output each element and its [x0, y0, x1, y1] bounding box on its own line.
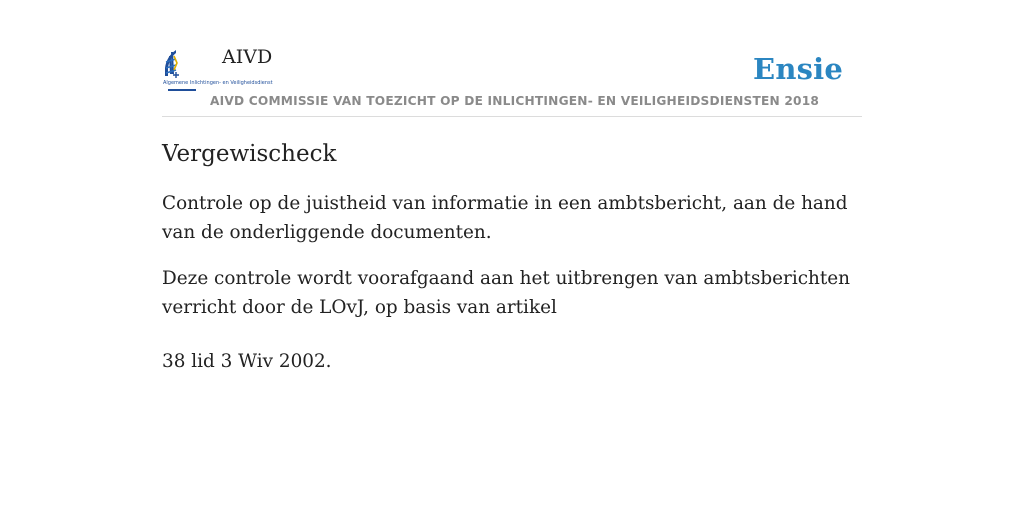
definition-paragraph: 38 lid 3 Wiv 2002. — [162, 351, 332, 372]
brand-logo[interactable]: Ensie — [753, 52, 843, 86]
definition-paragraph: Controle op de juistheid van informatie in een ambtsbericht, aan de hand van de onderliggende documenten. — [162, 193, 848, 243]
term-title: Vergewischeck — [162, 141, 337, 167]
header — [162, 44, 862, 117]
source-subtitle[interactable]: AIVD COMMISSIE VAN TOEZICHT OP DE INLICHTINGEN- EN VEILIGHEIDSDIENSTEN 2018 — [210, 94, 820, 108]
logo-text: Algemene Inlichtingen- en Veiligheidsdienst — [163, 80, 273, 86]
definition-paragraph: Deze controle wordt voorafgaand aan het uitbrengen van ambtsberichten verricht door de LOvJ, op basis van artikel — [162, 268, 850, 318]
article — [162, 138, 866, 395]
org-name[interactable]: AIVD — [222, 46, 273, 68]
